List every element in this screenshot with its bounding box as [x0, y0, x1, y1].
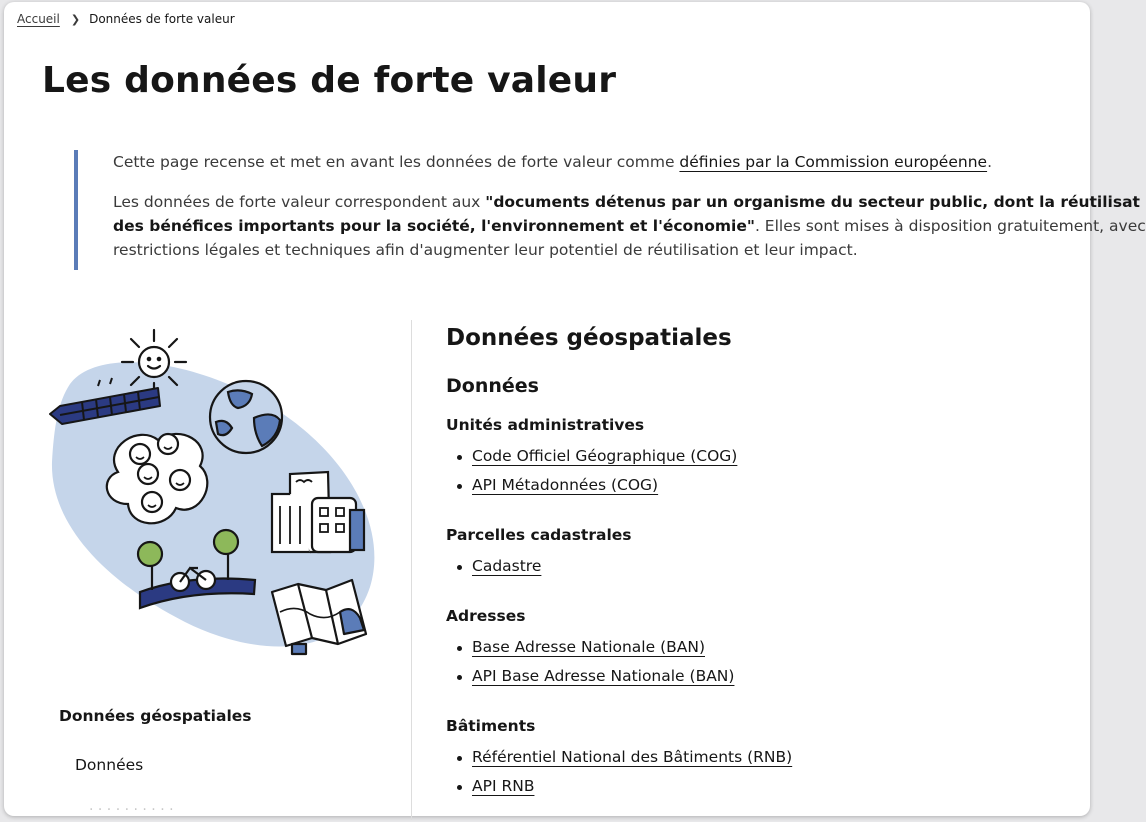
list-item: [446, 442, 1086, 471]
breadcrumb-current: Données de forte valeur: [89, 12, 235, 26]
category-buildings: [446, 715, 1086, 801]
intro-callout: [74, 150, 1146, 270]
commission-definition-link[interactable]: définies par la Commission européenne: [679, 153, 988, 171]
page-title: Les données de forte valeur: [42, 60, 617, 101]
dataset-link-rnb[interactable]: Référentiel National des Bâtiments (RNB): [472, 748, 793, 766]
category-title: Parcelles cadastrales: [446, 526, 632, 544]
dataset-list: [446, 633, 1086, 691]
side-nav-geospatial[interactable]: Données géospatiales: [59, 707, 252, 725]
subsection-heading-donnees: Données: [446, 375, 539, 397]
intro-text: restrictions légales et techniques afin d'augmenter leur potentiel de réutilisation et leur impact.: [113, 241, 858, 259]
sun-icon: [122, 330, 186, 394]
category-title: Unités administratives: [446, 416, 645, 434]
intro-text: . Elles sont mises à disposition gratuitement, avec: [754, 217, 1146, 235]
dataset-list: [446, 743, 1086, 801]
globe-icon: [210, 381, 282, 453]
category-addresses: [446, 605, 1086, 691]
list-item: [446, 772, 1086, 801]
side-navigation: [59, 707, 399, 818]
intro-text: Cette page recense et met en avant les données de forte valeur comme: [113, 153, 680, 171]
dataset-link-api-rnb[interactable]: API RNB: [472, 777, 535, 795]
side-nav-donnees[interactable]: Données: [75, 756, 144, 774]
chevron-right-icon: ❯: [70, 12, 81, 26]
category-cadastral-parcels: [446, 524, 1086, 581]
intro-quote: des bénéfices importants pour la société, l'environnement et l'économie": [113, 217, 755, 235]
main-content: [446, 322, 1086, 801]
section-heading-geospatial: Données géospatiales: [446, 325, 732, 351]
category-title: Bâtiments: [446, 717, 536, 735]
browser-viewport: [4, 2, 1146, 818]
dataset-link-ban[interactable]: Base Adresse Nationale (BAN): [472, 638, 705, 656]
category-title: Adresses: [446, 607, 526, 625]
dataset-link-api-metadonnees-cog[interactable]: API Métadonnées (COG): [472, 476, 659, 494]
list-item: [446, 552, 1086, 581]
dataset-link-api-ban[interactable]: API Base Adresse Nationale (BAN): [472, 667, 735, 685]
column-divider: [411, 320, 412, 820]
intro-paragraph-1: [78, 150, 1104, 174]
dataset-list: [446, 442, 1086, 500]
map-icon: [272, 580, 366, 654]
side-nav-next-item-faded: · · · · · · · · · ·: [89, 802, 174, 818]
breadcrumb: [17, 12, 235, 26]
list-item: [446, 471, 1086, 500]
list-item: [446, 743, 1086, 772]
dataset-list: [446, 552, 1086, 581]
intro-text: .: [987, 153, 993, 171]
dataset-link-cadastre[interactable]: Cadastre: [472, 557, 542, 575]
list-item: [446, 662, 1086, 691]
intro-quote: "documents détenus par un organisme du secteur public, dont la réutilisat: [485, 193, 1140, 211]
breadcrumb-home-link[interactable]: Accueil: [17, 12, 60, 26]
dataset-link-cog[interactable]: Code Officiel Géographique (COG): [472, 447, 738, 465]
intro-text: Les données de forte valeur correspondent aux: [113, 193, 486, 211]
category-administrative-units: [446, 414, 1086, 500]
geospatial-illustration: [40, 322, 380, 667]
intro-paragraph-2: [78, 190, 1146, 262]
list-item: [446, 633, 1086, 662]
